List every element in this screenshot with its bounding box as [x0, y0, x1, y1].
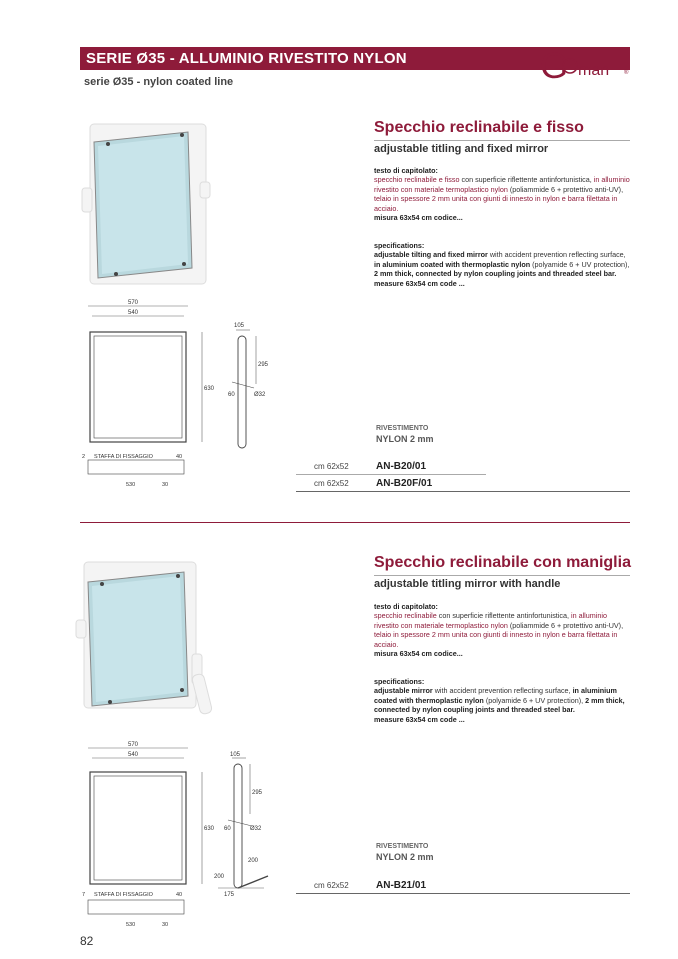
dim-d2: Ø32	[254, 392, 266, 398]
bracket-label: STAFFA DI FISSAGGIO	[94, 892, 153, 898]
row-rule	[296, 893, 630, 894]
product-photo-fixed-mirror	[76, 118, 216, 290]
technical-drawing-fixed	[78, 296, 278, 496]
title-rule	[374, 140, 630, 141]
row-size: cm 62x52	[314, 462, 349, 471]
page-number: 82	[80, 934, 94, 948]
it-text-2: con superficie riflettente antinfortunistica,	[459, 175, 594, 185]
page-title: SERIE Ø35 - ALLUMINIO RIVESTITO NYLON	[86, 50, 407, 67]
coating-label: RIVESTIMENTO	[376, 843, 429, 850]
en-text-5: 2 mm thick, connected by nylon coupling joints and threaded steel bar.	[374, 695, 625, 715]
it-text-1: specchio reclinabile e fisso	[374, 175, 460, 185]
dim-d4: 200	[214, 874, 225, 880]
dim-w-outer: 570	[128, 742, 139, 748]
en-heading: specifications:	[374, 677, 425, 686]
en-text-3: in aluminium coated with thermoplastic nylon	[374, 259, 531, 269]
en-measure: measure 63x54 cm code ...	[374, 278, 465, 288]
en-text-3: in aluminium coated with thermoplastic nylon	[374, 686, 617, 705]
row-code: AN-B20F/01	[376, 478, 433, 489]
it-text-4: (poliammide 6 + protettivo anti-UV),	[507, 184, 624, 194]
product-photo-mirror-with-handle	[74, 556, 224, 718]
row-size: cm 62x52	[314, 479, 349, 488]
dim-side-width: 105	[230, 752, 241, 758]
svg-text:G: G	[540, 45, 569, 86]
en-text-4: (polyamide 6 + UV protection),	[483, 695, 586, 705]
it-text-5: telaio in spessore 2 mm unita con giunti di innesto in nylon e barra filettata in acciaio.	[374, 194, 618, 213]
row-rule	[296, 491, 630, 492]
bracket-width: 530	[126, 482, 136, 488]
en-text-2: with accident prevention reflecting surface,	[432, 686, 573, 696]
dim-w-inner: 540	[128, 752, 139, 758]
dim-w-outer: 570	[128, 300, 139, 306]
en-heading: specifications:	[374, 241, 425, 250]
row-rule	[296, 474, 486, 475]
product-title: Specchio reclinabile e fisso	[374, 119, 584, 136]
bracket-label: STAFFA DI FISSAGGIO	[94, 454, 153, 460]
dim-d1: 60	[228, 392, 235, 398]
product-subtitle: adjustable titling and fixed mirror	[374, 143, 549, 155]
bracket-height: 30	[162, 482, 169, 488]
product-subtitle: adjustable titling mirror with handle	[374, 578, 561, 590]
product-title: Specchio reclinabile con maniglia	[374, 554, 631, 571]
bracket-right: 40	[176, 454, 183, 460]
coating-value: NYLON 2 mm	[376, 434, 434, 444]
it-measure: misura 63x54 cm codice...	[374, 649, 463, 659]
it-text-2: con superficie riflettente antinfortunistica,	[436, 611, 571, 621]
row-code: AN-B20/01	[376, 461, 427, 472]
en-measure: measure 63x54 cm code ...	[374, 714, 465, 724]
it-text-5: telaio in spessore 2 mm unita con giunti di innesto in nylon e barra filettata in acciaio.	[374, 630, 618, 649]
bracket-left: 7	[82, 892, 86, 898]
it-text-3: in alluminio rivestito con materiale termoplastico nylon	[374, 611, 607, 630]
svg-text:®: ®	[624, 70, 629, 76]
technical-drawing-handle	[78, 738, 278, 934]
dim-w-inner: 540	[128, 310, 139, 316]
dim-side-height: 295	[258, 362, 269, 368]
product-description-it	[374, 166, 630, 222]
page-subtitle: serie Ø35 - nylon coated line	[84, 76, 234, 88]
it-heading: testo di capitolato:	[374, 166, 438, 175]
dim-side-width: 105	[234, 323, 245, 329]
dim-d1: 60	[224, 826, 231, 832]
it-heading: testo di capitolato:	[374, 602, 438, 611]
product-description-en	[374, 677, 630, 724]
brand-logo	[540, 42, 634, 88]
coating-label: RIVESTIMENTO	[376, 425, 429, 432]
en-text-1: adjustable tilting and fixed mirror	[374, 250, 488, 260]
svg-text:man: man	[578, 62, 610, 79]
en-text-1: adjustable mirror	[374, 686, 433, 696]
bracket-height: 30	[162, 922, 169, 928]
dim-side-height: 295	[252, 790, 263, 796]
it-measure: misura 63x54 cm codice...	[374, 213, 463, 223]
bracket-width: 530	[126, 922, 136, 928]
it-text-4: (poliammide 6 + protettivo anti-UV),	[507, 620, 624, 630]
product-description-it	[374, 602, 630, 658]
dim-d2: Ø32	[250, 826, 262, 832]
it-text-3: in alluminio rivestito con materiale termoplastico nylon	[374, 175, 630, 194]
dim-d5: 175	[224, 892, 235, 898]
dim-height: 630	[204, 386, 215, 392]
product-description-en	[374, 241, 630, 288]
dim-d3: 200	[248, 858, 259, 864]
it-text-1: specchio reclinabile	[374, 611, 437, 621]
en-text-5: 2 mm thick, connected by nylon coupling joints and threaded steel bar.	[374, 269, 617, 279]
row-size: cm 62x52	[314, 881, 349, 890]
coating-value: NYLON 2 mm	[376, 852, 434, 862]
bracket-right: 40	[176, 892, 183, 898]
bracket-left: 2	[82, 454, 86, 460]
dim-height: 630	[204, 826, 215, 832]
title-rule	[374, 575, 630, 576]
en-text-4: (polyamide 6 + UV protection),	[530, 259, 630, 269]
section-divider	[80, 522, 630, 523]
row-code: AN-B21/01	[376, 880, 427, 891]
en-text-2: with accident prevention reflecting surface,	[487, 250, 626, 260]
